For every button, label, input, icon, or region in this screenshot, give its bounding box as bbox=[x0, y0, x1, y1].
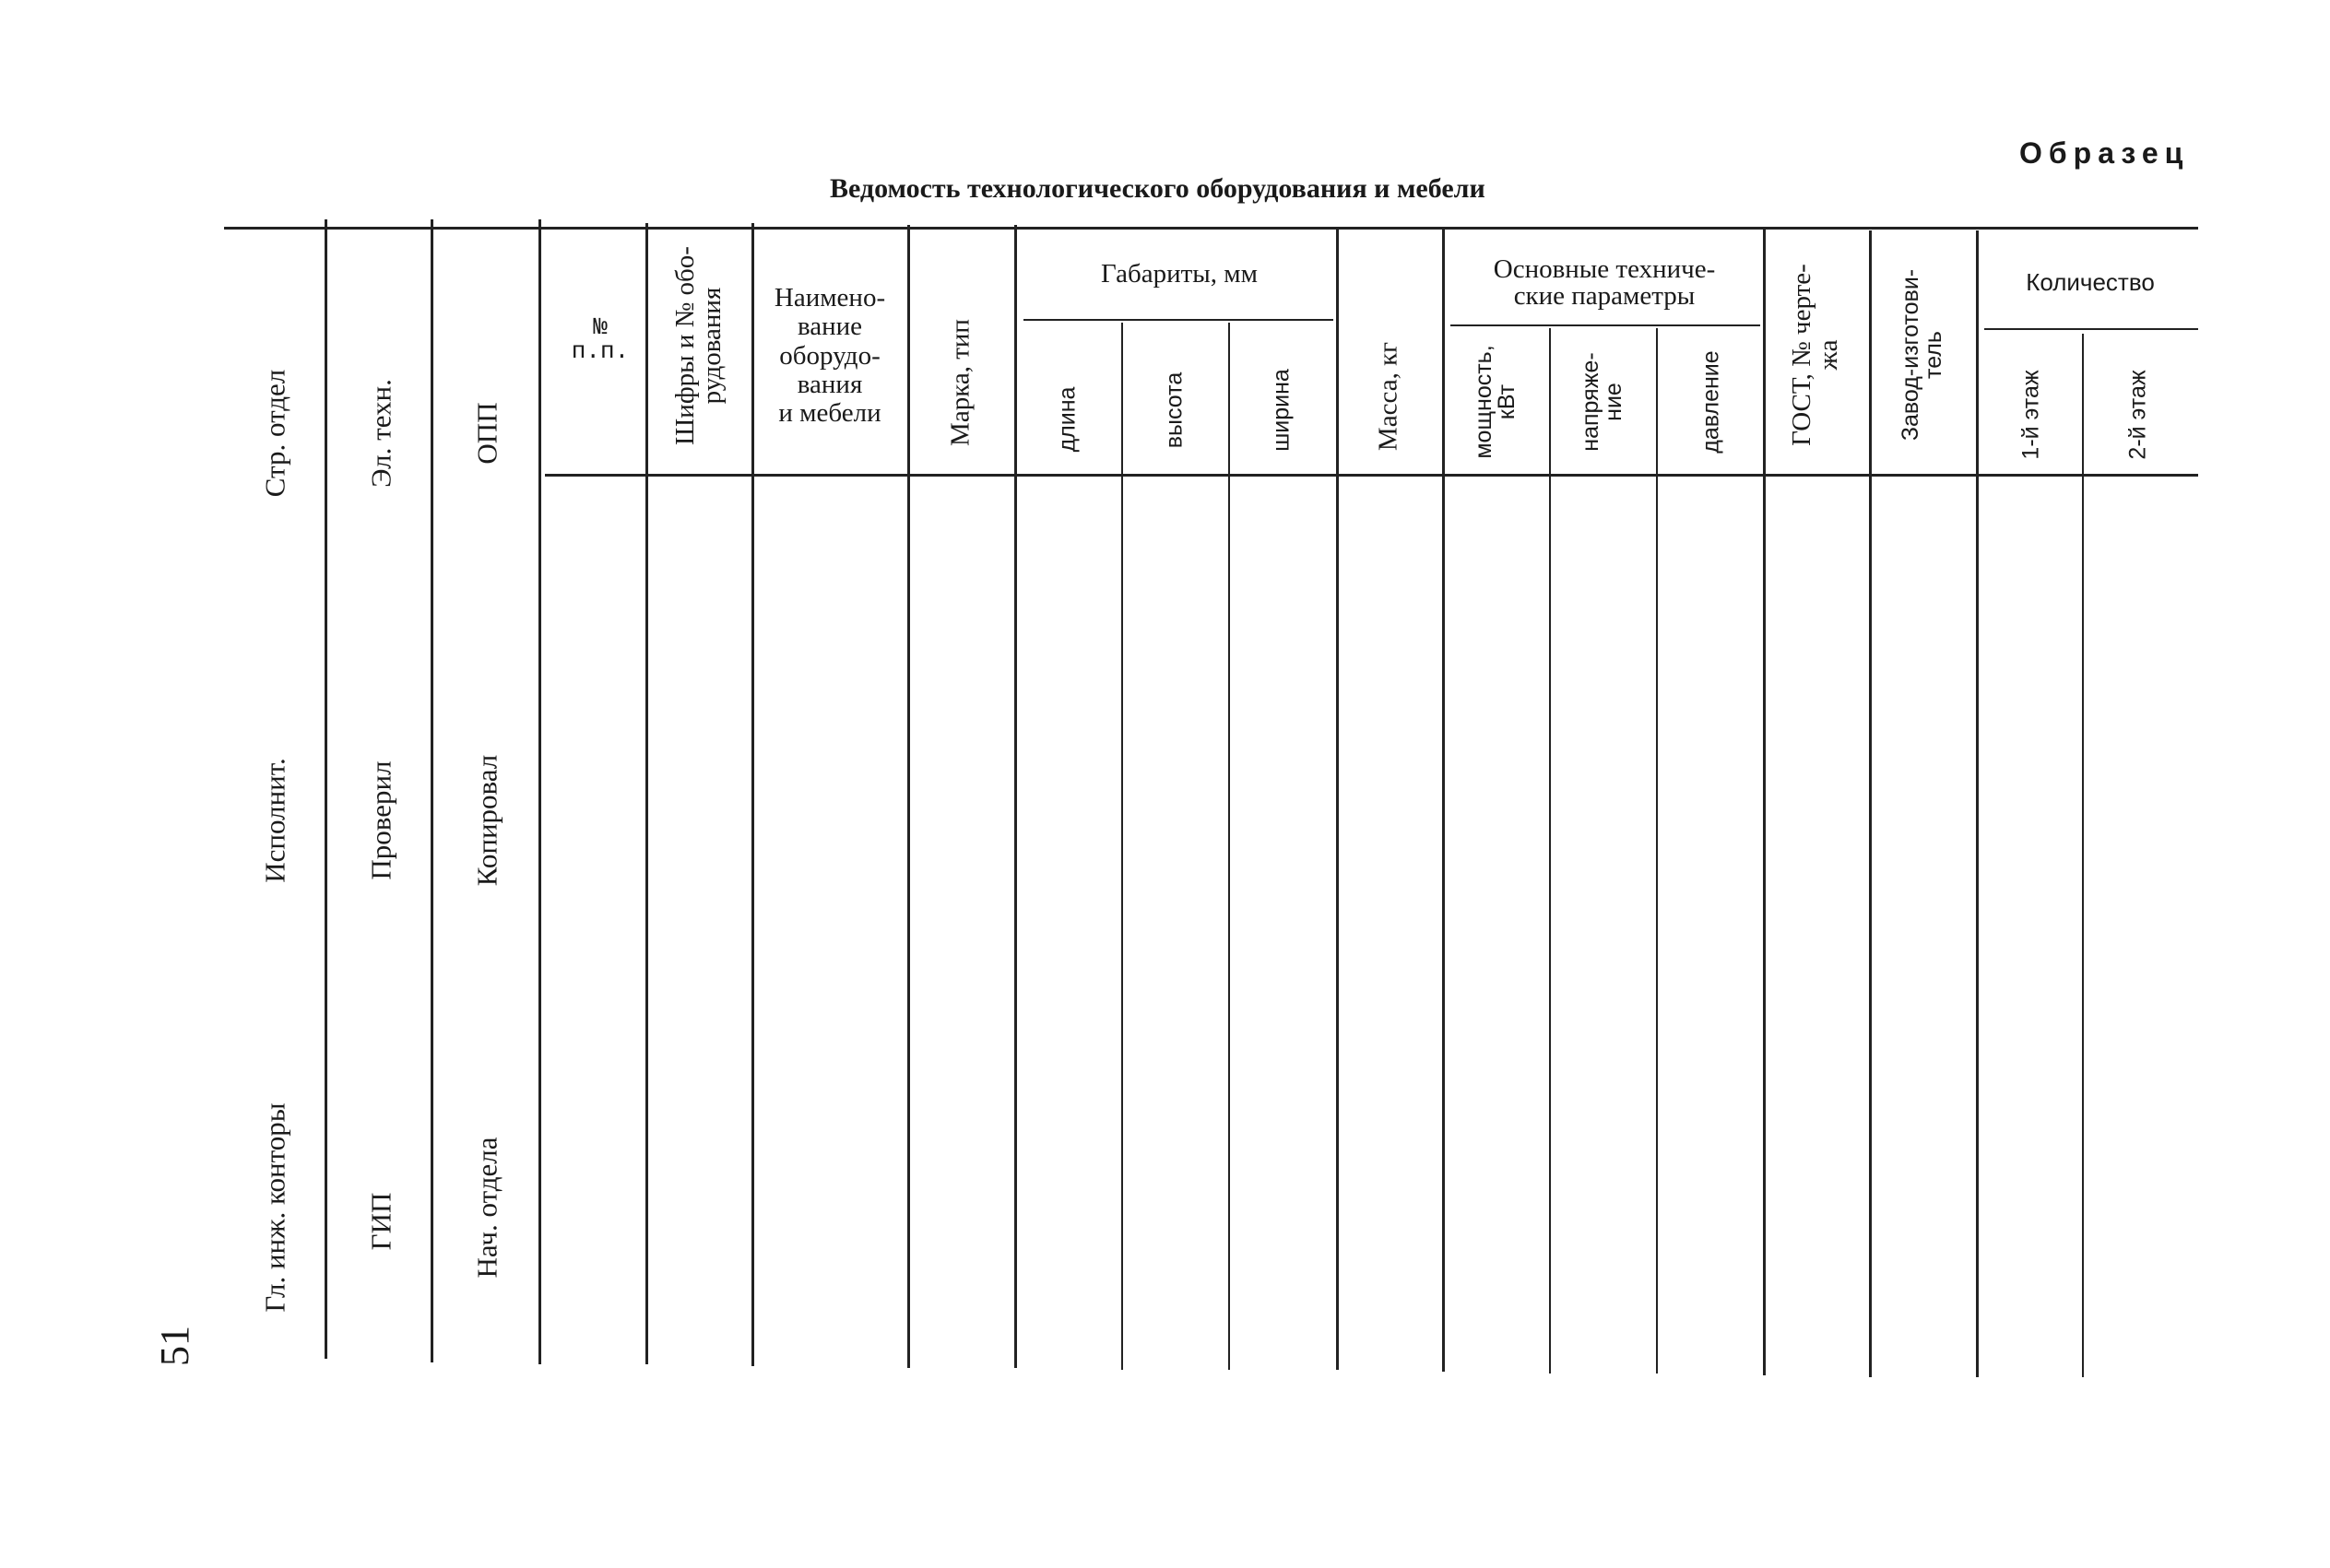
params-subheader-rule bbox=[1450, 324, 1760, 326]
col-header-manufacturer: Завод-изготови- тель bbox=[1898, 268, 1946, 442]
col-header-codes: Шифры и № обо- рудования bbox=[670, 246, 727, 445]
col-divider-floor1 bbox=[2082, 334, 2084, 1377]
sig-label-el-tech: Эл. техн. bbox=[364, 379, 397, 488]
sig-label-structural-dept: Стр. отдел bbox=[258, 369, 291, 498]
col-header-floor1: 1-й этаж bbox=[2017, 370, 2044, 460]
col-divider-power bbox=[1549, 328, 1551, 1373]
col-divider-dimensions bbox=[1336, 227, 1339, 1370]
col-header-pressure: давление bbox=[1697, 350, 1724, 454]
col-divider-num bbox=[645, 223, 648, 1364]
col-header-name: Наимено- вание оборудо- вания и мебели bbox=[774, 283, 886, 429]
sig-label-checked: Проверил bbox=[364, 760, 397, 880]
sig-label-opp: ОПП bbox=[470, 402, 503, 465]
dimensions-subheader-rule bbox=[1023, 319, 1333, 321]
col-divider-name bbox=[907, 225, 910, 1368]
sig-divider-3 bbox=[538, 219, 541, 1364]
sig-divider-2 bbox=[431, 219, 433, 1362]
col-header-quantity: Количество bbox=[2026, 268, 2155, 296]
col-divider-length bbox=[1121, 323, 1123, 1370]
quantity-subheader-rule bbox=[1984, 328, 2198, 330]
col-header-width: ширина bbox=[1268, 369, 1295, 452]
col-header-power: мощность, кВт bbox=[1471, 345, 1520, 459]
sample-label: Образец bbox=[2019, 136, 2190, 170]
col-divider-height bbox=[1228, 323, 1230, 1370]
page-number: 51 bbox=[152, 1326, 197, 1366]
sig-label-chief-engineer: Гл. инж. конторы bbox=[258, 1102, 291, 1313]
col-divider-voltage bbox=[1656, 328, 1658, 1373]
col-header-mass: Масса, кг bbox=[1373, 341, 1403, 452]
col-divider-gost bbox=[1869, 230, 1872, 1377]
col-divider-codes bbox=[751, 223, 754, 1366]
table-top-border bbox=[224, 227, 2198, 230]
document-title: Ведомость технологического оборудования и мебели bbox=[830, 173, 1485, 204]
col-header-length: длина bbox=[1054, 386, 1081, 453]
col-header-dimensions: Габариты, мм bbox=[1101, 259, 1258, 289]
col-divider-manufacturer bbox=[1976, 230, 1979, 1377]
col-divider-params bbox=[1763, 229, 1766, 1375]
col-header-voltage: напряже- ние bbox=[1578, 352, 1626, 452]
sig-label-executor: Исполнит. bbox=[258, 758, 291, 883]
header-bottom-border bbox=[545, 474, 2198, 477]
col-divider-brand bbox=[1014, 225, 1017, 1368]
sig-label-dept-head: Нач. отдела bbox=[470, 1137, 503, 1279]
sig-label-gip: ГИП bbox=[364, 1192, 397, 1251]
col-header-gost: ГОСТ, № черте- жа bbox=[1787, 264, 1843, 446]
sig-label-copied: Копировал bbox=[470, 754, 503, 887]
sig-divider-1 bbox=[325, 219, 327, 1359]
col-header-num: № п.п. bbox=[571, 313, 630, 365]
col-header-params: Основные техниче- ские параметры bbox=[1493, 254, 1716, 311]
col-divider-mass bbox=[1442, 229, 1445, 1372]
col-header-floor2: 2-й этаж bbox=[2124, 370, 2151, 460]
col-header-height: высота bbox=[1161, 371, 1188, 449]
col-header-brand: Марка, тип bbox=[945, 319, 976, 446]
